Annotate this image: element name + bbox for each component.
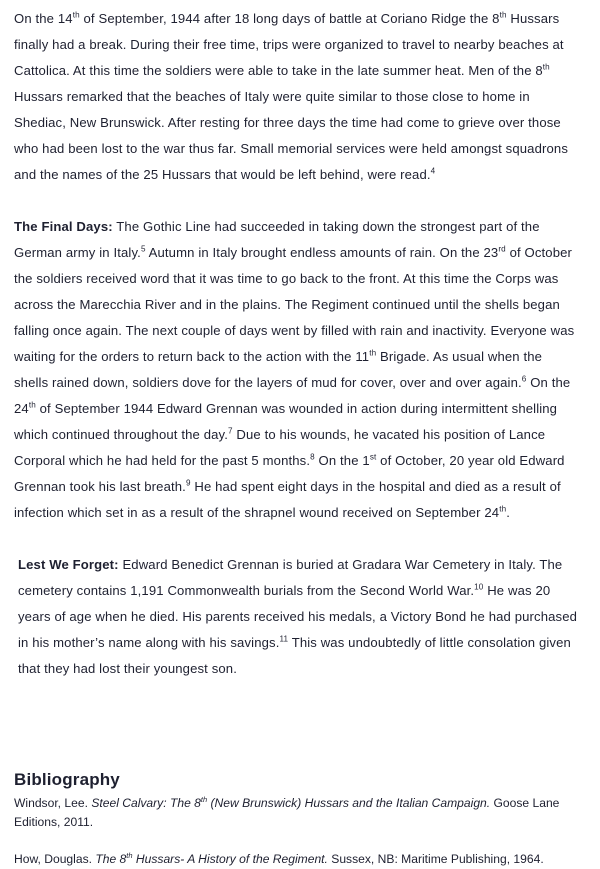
- footnote-superscript: th: [369, 348, 377, 358]
- bibliography-title-superscript: th: [200, 794, 208, 804]
- bibliography-heading: Bibliography: [14, 770, 120, 789]
- paragraph-lest-we-forget: Lest We Forget: Edward Benedict Grennan is buried at Gradara War Cemetery in Italy. The cemetery contains 1,191 Commonwealth burials from the Second World War.$^{10}$ He was 20 years of age when he died. His parents received his medals, a Victory Bond he had purchased in his mother’s name along with his savings.$^{11}$ This was undoubtedly of little consolation given that they had lost their youngest son.: [18, 557, 578, 676]
- paragraph-spacer: [14, 526, 578, 552]
- footnote-superscript: 11: [279, 634, 289, 644]
- footnote-superscript: rd: [498, 244, 506, 254]
- footnote-superscript: th: [28, 400, 36, 410]
- paragraph-lead-label: The Final Days:: [14, 219, 113, 234]
- footnote-superscript: 7: [228, 426, 233, 436]
- bibliography-spacer: [14, 831, 578, 850]
- bibliography-title: (New Brunswick) Hussars and the Italian Campaign.: [207, 796, 491, 810]
- footnote-superscript: st: [369, 452, 377, 462]
- footnote-superscript: 9: [185, 478, 191, 488]
- bibliography-title: Steel Calvary: The 8: [91, 796, 201, 810]
- footnote-superscript: th: [499, 10, 507, 20]
- section-spacer: [14, 682, 578, 770]
- footnote-superscript: th: [72, 10, 80, 20]
- paragraph-final-days: The Final Days: The Gothic Line had succeeded in taking down the strongest part of the German army in Italy.$^5$ Autumn in Italy brought endless amounts of rain. On the 23rd of October the soldiers received word that it was time to go back to the front. At this time the Corps was across the Marecchia River and in the plains. The Regiment continued until the shells began falling once again. The next couple of days went by filled with rain and inactivity. Everyone was waiting for the orders to return back to the action with the 11th Brigade. As usual when the shells rained down, soldiers dove for the layers of mud for cover, over and over again.$^6$ On the 24th of September 1944 Edward Grennan was wounded in action during intermittent shelling which continued throughout the day.$^7$ Due to his wounds, he vacated his position of Lance Corporal which he had held for the past 5 months.$^8$ On the 1st of October, 20 year old Edward Grennan took his last breath.$^9$ He had spent eight days in the hospital and died as a result of infection which set in as a result of the shrapnel wound received on September 24th.: [14, 219, 575, 520]
- bibliography-title: The 8: [95, 852, 127, 866]
- footnote-superscript: 8: [310, 452, 315, 462]
- paragraph-lead-label: Lest We Forget:: [18, 557, 119, 572]
- footnote-superscript: th: [542, 62, 550, 72]
- bibliography-title: Hussars- A History of the Regiment.: [132, 852, 328, 866]
- footnote-superscript: 4: [430, 166, 436, 176]
- footnote-superscript: 5: [140, 244, 146, 254]
- footnote-superscript: 10: [474, 582, 484, 592]
- bibliography-entry-windsor: Windsor, Lee. Steel Calvary: The 8th (New Brunswick) Hussars and the Italian Campaign. Goose Lane Editions, 2011.: [14, 794, 560, 829]
- paragraph-spacer: [14, 188, 578, 214]
- bibliography-entry-how: How, Douglas. The 8th Hussars- A History of the Regiment. Sussex, NB: Maritime Publishing, 1964.: [14, 850, 544, 866]
- footnote-superscript: 6: [521, 374, 527, 384]
- bibliography-title-superscript: th: [126, 850, 133, 860]
- footnote-superscript: th: [499, 504, 507, 514]
- paragraph-coriano-ridge: On the 14th of September, 1944 after 18 long days of battle at Coriano Ridge the 8th Hussars finally had a break. During their free time, trips were organized to travel to nearby beaches at Cattolica. At this time the soldiers were able to take in the late summer heat. Men of the 8th Hussars remarked that the beaches of Italy were quite similar to those close to home in Shediac, New Brunswick. After resting for three days the time had come to grieve over those who had been lost to the war thus far. Small memorial services were held amongst squadrons and the names of the 25 Hussars that would be left behind, were read.$^4$: [14, 10, 568, 182]
